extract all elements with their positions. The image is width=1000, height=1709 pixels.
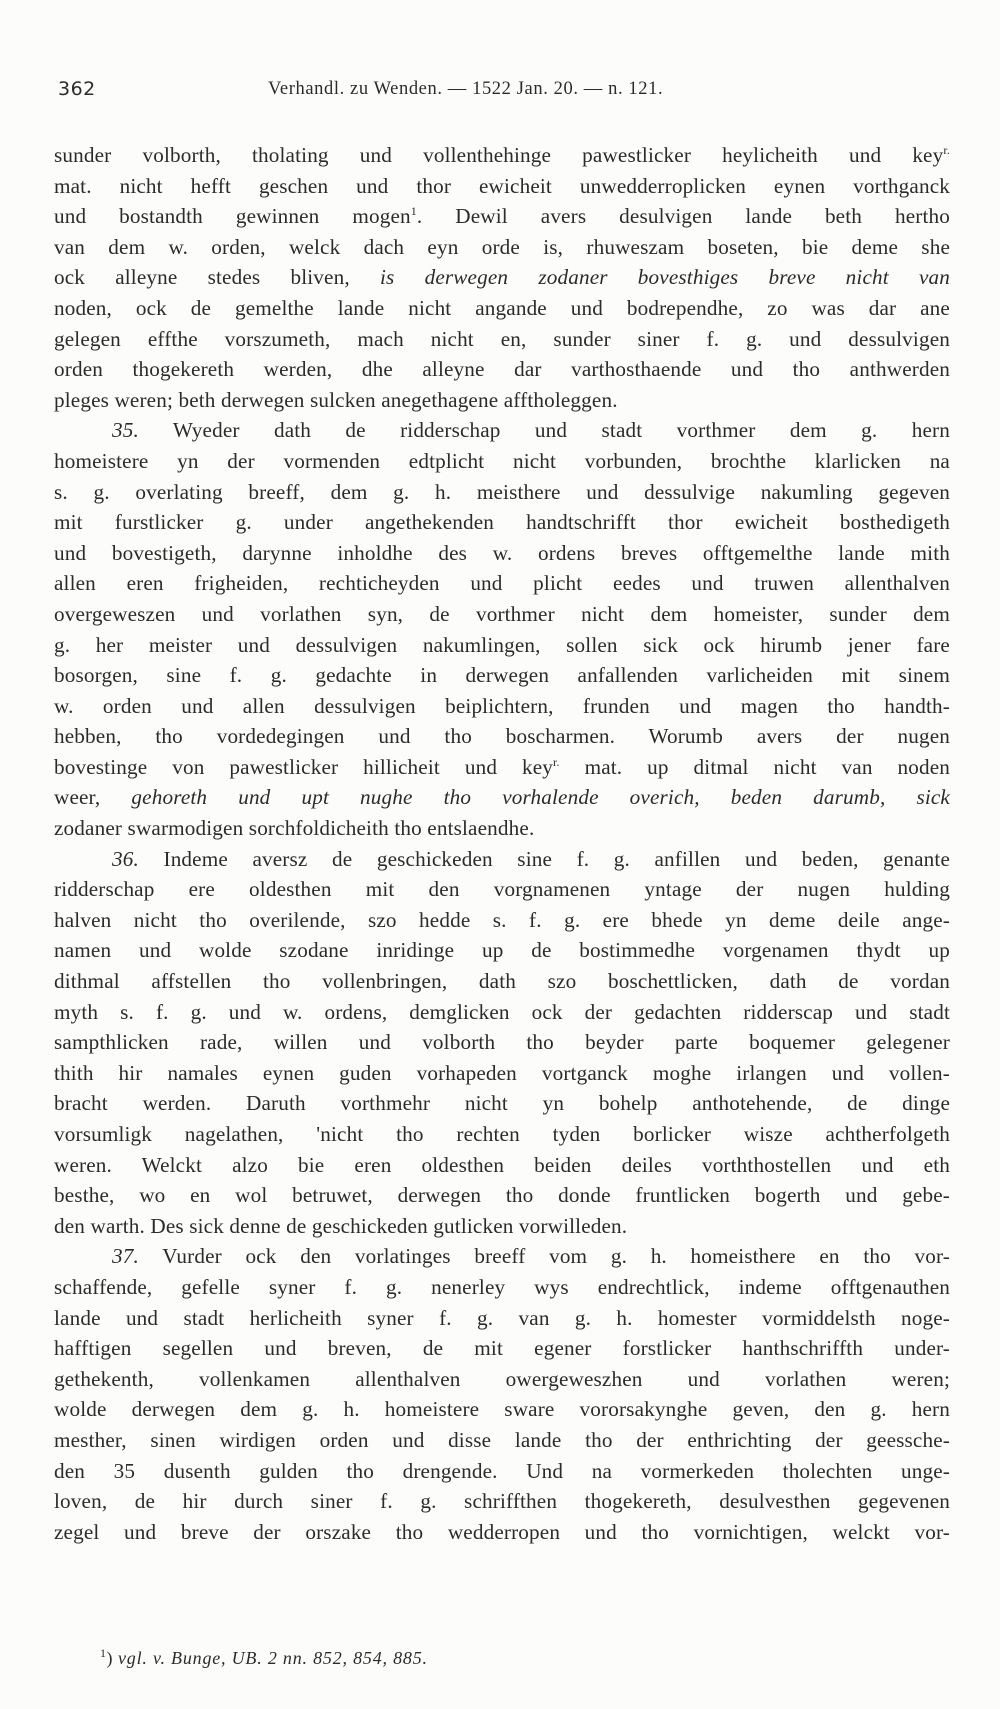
- text-line: gethekenth, vollenkamen allenthalven owergeweszhen und vorlathen weren;: [54, 1366, 950, 1391]
- text-line: g. her meister und dessulvigen nakumlingen, sollen sick ock hirumb jener fare: [54, 632, 950, 657]
- text-line: dithmal affstellen tho vollenbringen, dath szo boschettlicken, dath de vordan: [54, 969, 950, 994]
- text-line: w. orden und allen dessulvigen beiplichtern, frunden und magen tho handth-: [54, 693, 950, 718]
- text-line: van dem w. orden, welck dach eyn orde is, rhuweszam boseten, bie deme she: [54, 234, 950, 259]
- text-line: lande und stadt herlicheith syner f. g. van g. h. homester vormiddelsth noge-: [54, 1305, 950, 1330]
- text-line: weren. Welckt alzo bie eren oldesthen beiden deiles vorththostellen und eth: [54, 1152, 950, 1177]
- text-line: weer, gehoreth und upt nughe tho vorhalende overich, beden darumb, sick: [54, 785, 950, 810]
- text-line: schaffende, gefelle syner f. g. nenerley wys endrechtlick, indeme offtgenauthen: [54, 1274, 950, 1299]
- body-text: [54, 140, 950, 1547]
- text-line: und bostandth gewinnen mogen$^1$. Dewil avers desulvigen lande beth hertho: [54, 204, 950, 229]
- text-line: sunder volborth, tholating und vollenthehinge pawestlicker heylicheith und key$^{r.}$: [54, 142, 950, 167]
- text-line: pleges weren; beth derwegen sulcken anegethagene afftholeggen.: [54, 387, 618, 412]
- text-line: gelegen effthe vorszumeth, mach nicht en, sunder siner f. g. und dessulvigen: [54, 326, 950, 351]
- footnote-reference: 1: [410, 204, 417, 219]
- paragraph-37-first-line: 37. Vurder ock den vorlatinges breeff vom g. h. homeisthere en tho vor-: [112, 1244, 950, 1269]
- text-line: bovestinge von pawestlicker hillicheit und key$^{r.}$ mat. up ditmal nicht van noden: [54, 754, 951, 779]
- text-line: und bovestigeth, darynne inholdhe des w. ordens breves offtgemelthe lande mith: [54, 540, 950, 565]
- paragraph-35-first-line: 35. Wyeder dath de ridderschap und stadt vorthmer dem g. hern: [112, 418, 950, 443]
- text-line: hafftigen segellen und breven, de mit egener forstlicker hanthschriffth under-: [54, 1336, 950, 1361]
- paragraph-number: 36.: [112, 846, 139, 871]
- text-line: myth s. f. g. und w. ordens, demglicken ock der gedachten ridderscap und stadt: [54, 999, 950, 1024]
- text-line: wolde derwegen dem g. h. homeistere sware vororsakynghe geven, den g. hern: [54, 1397, 950, 1422]
- text-line: allen eren frigheiden, rechticheyden und plicht eedes und truwen allenthalven: [54, 571, 950, 596]
- text-line: vorsumligk nagelathen, 'nicht tho rechten tyden borlicker wisze achtherfolgeth: [54, 1122, 950, 1146]
- text-line: ridderschap ere oldesthen mit den vorgnamenen yntage der nugen hulding: [54, 877, 950, 902]
- text-line: thith hir namales eynen guden vorhapeden vortganck moghe irlangen und vollen-: [54, 1060, 950, 1085]
- text-line: hebben, tho vordedegingen und tho boscharmen. Worumb avers der nugen: [54, 724, 950, 749]
- text-line: zodaner swarmodigen sorchfoldicheith tho entslaendhe.: [54, 816, 535, 841]
- text-line: den warth. Des sick denne de geschickeden gutlicken vorwilleden.: [54, 1213, 628, 1238]
- text-line: overgeweszen und vorlathen syn, de vorthmer nicht dem homeister, sunder dem: [54, 601, 950, 626]
- footnote: $^1$) vgl. v. Bunge, UB. 2 nn. 852, 854, 885.: [100, 1646, 428, 1668]
- text-line: ock alleyne stedes bliven, is derwegen zodaner bovesthiges breve nicht van: [54, 265, 951, 290]
- italic-text: is derwegen zodaner bovesthiges breve nicht van: [379, 265, 951, 290]
- paragraph-number: 35.: [112, 418, 139, 443]
- text-line: den 35 dusenth gulden tho drengende. Und na vormerkeden tholechten unge-: [54, 1458, 950, 1483]
- text-line: bracht werden. Daruth vorthmehr nicht yn bohelp anthotehende, de dinge: [54, 1091, 950, 1116]
- text-line: besthe, wo en wol betruwet, derwegen tho donde fruntlicken bogerth und gebe-: [54, 1183, 950, 1208]
- text-line: zegel und breve der orszake tho wedderropen und tho vornichtigen, welckt vor-: [54, 1519, 950, 1544]
- text-line: noden, ock de gemelthe lande nicht angande und bodrependhe, zo was dar ane: [54, 295, 950, 320]
- paragraph-36-first-line: 36. Indeme aversz de geschickeden sine f. g. anfillen und beden, genante: [112, 846, 950, 871]
- text-line: halven nicht tho overilende, szo hedde s. f. g. ere bhede yn deme deile ange-: [54, 907, 950, 932]
- page-number: 362: [58, 78, 96, 100]
- text-line: bosorgen, sine f. g. gedachte in derwegen anfallenden varlicheiden mit sinem: [54, 663, 950, 688]
- text-line: homeistere yn der vormenden edtplicht nicht vorbunden, brochthe klarlicken na: [54, 448, 950, 473]
- text-line: mesther, sinen wirdigen orden und disse lande tho der enthrichting der geessche-: [54, 1427, 950, 1452]
- text-line: loven, de hir durch siner f. g. schriffthen thogekereth, desulvesthen gegevenen: [54, 1489, 950, 1514]
- superscript: r.: [553, 754, 560, 769]
- text-line: mit furstlicker g. under angethekenden handtschrifft thor ewicheit bosthedigeth: [54, 510, 950, 535]
- page-header: [58, 78, 948, 106]
- superscript: r.: [943, 142, 950, 157]
- text-line: s. g. overlating breeff, dem g. h. meisthere und dessulvige nakumling gegeven: [54, 479, 950, 504]
- text-line: orden thogekereth werden, dhe alleyne dar varthosthaende und tho anthwerden: [54, 357, 950, 382]
- footnote-mark: 1: [100, 1646, 107, 1660]
- running-head: Verhandl. zu Wenden. — 1522 Jan. 20. — n. 121.: [268, 79, 664, 99]
- paragraph-number: 37.: [112, 1244, 139, 1269]
- text-line: sampthlicken rade, willen und volborth tho beyder parte boquemer gelegener: [54, 1030, 950, 1055]
- text-line: mat. nicht hefft geschen und thor ewicheit unwedderroplicken eynen vorthganck: [54, 173, 950, 198]
- italic-text: gehoreth und upt nughe tho vorhalende overich, beden darumb, sick: [131, 785, 950, 810]
- footnote-text: vgl. v. Bunge, UB. 2 nn. 852, 854, 885.: [118, 1648, 428, 1668]
- text-line: namen und wolde szodane inridinge up de bostimmedhe vorgenamen thydt up: [54, 938, 950, 963]
